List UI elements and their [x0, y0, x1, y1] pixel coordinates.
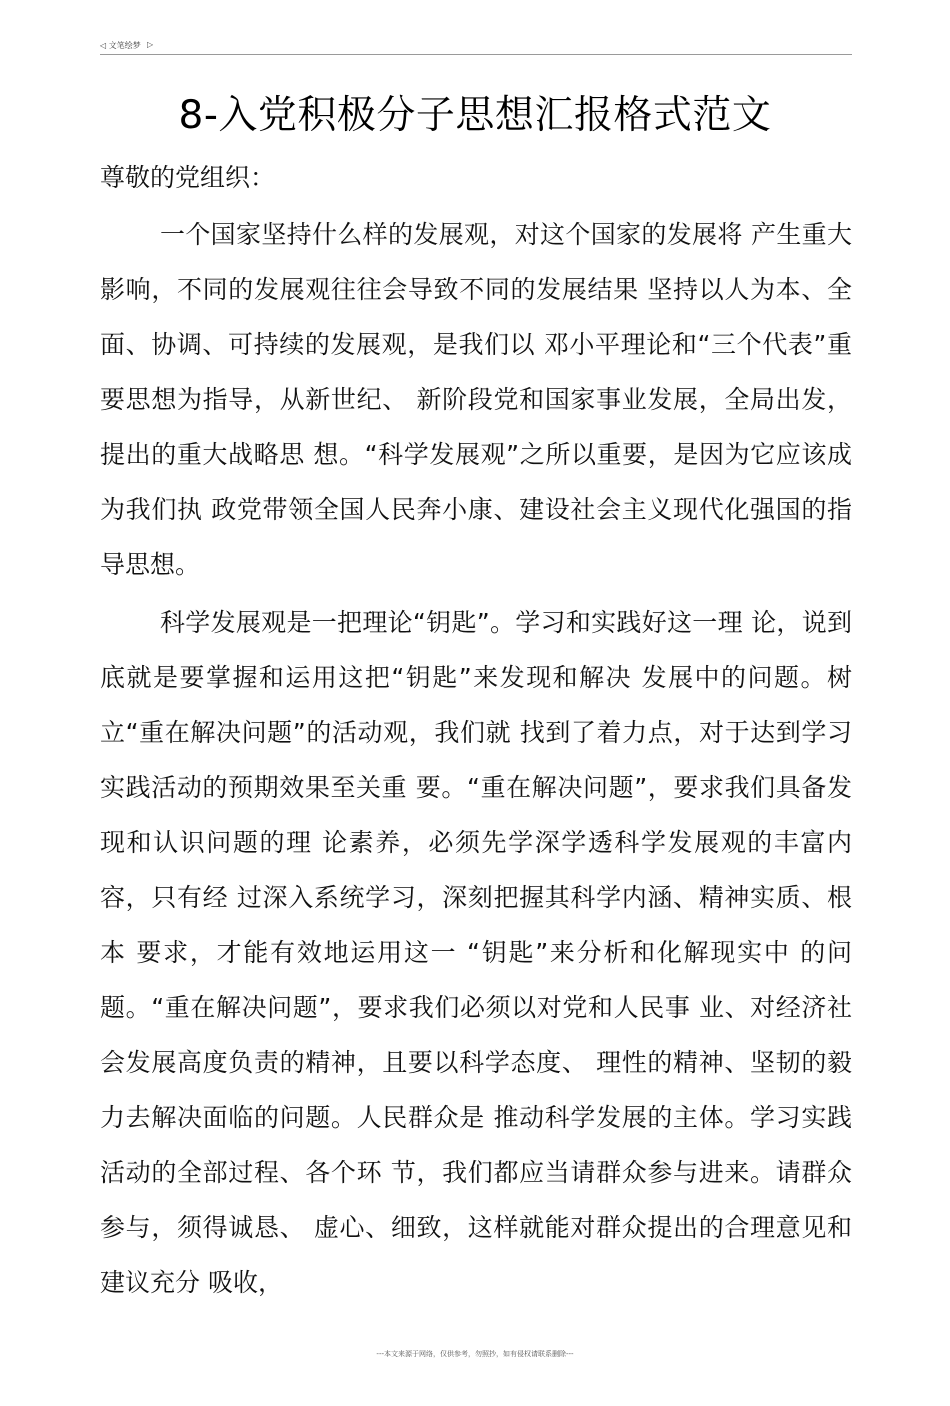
header-arrow-icon: ▷ [147, 40, 154, 49]
paragraph-1: 一个国家坚持什么样的发展观，对这个国家的发展将 产生重大影响，不同的发展观往往会导致不同的发展结果 坚持以人为本、全面、协调、可持续的发展观，是我们以 邓小平理论和“三个代表”重要思想为指导，从新世纪、 新阶段党和国家事业发展，全局出发，提出的重大战略思 想。“科学发展观”之所以重要，是因为它应该成为我们执 政党带领全国人民奔小康、建设社会主义现代化强国的指 导思想。 [100, 220, 852, 579]
salutation: 尊敬的党组织： [100, 163, 276, 192]
document-title: 8-入党积极分子思想汇报格式范文 [178, 93, 772, 138]
page-header [100, 38, 852, 55]
footer-notice: ---本文来源于网络，仅供参考，勿照抄，如有侵权请联系删除--- [376, 1350, 574, 1358]
paragraph-2: 科学发展观是一把理论“钥匙”。学习和实践好这一理 论，说到底就是要掌握和运用这把“钥匙”来发现和解决 发展中的问题。树立“重在解决问题”的活动观，我们就 找到了着力点，对于达到学习实践活动的预期效果至关重 要。“重在解决问题”，要求我们具备发现和认识问题的理 论素养，必须先学深学透科学发展观的丰富内容，只有经 过深入系统学习，深刻把握其科学内涵、精神实质、根本 要求，才能有效地运用这一 “钥匙”来分析和化解现实中 的问题。“重在解决问题”，要求我们必须以对党和人民事 业、对经济社会发展高度负责的精神，且要以科学态度、 理性的精神、坚韧的毅力去解决面临的问题。人民群众是 推动科学发展的主体。学习实践活动的全部过程、各个环 节，我们都应当请群众参与进来。请群众参与，须得诚恳、 虚心、细致，这样就能对群众提出的合理意见和建议充分 吸收， [100, 608, 852, 1297]
header-brand-label: ◁ 文笔绘梦 [100, 41, 141, 50]
